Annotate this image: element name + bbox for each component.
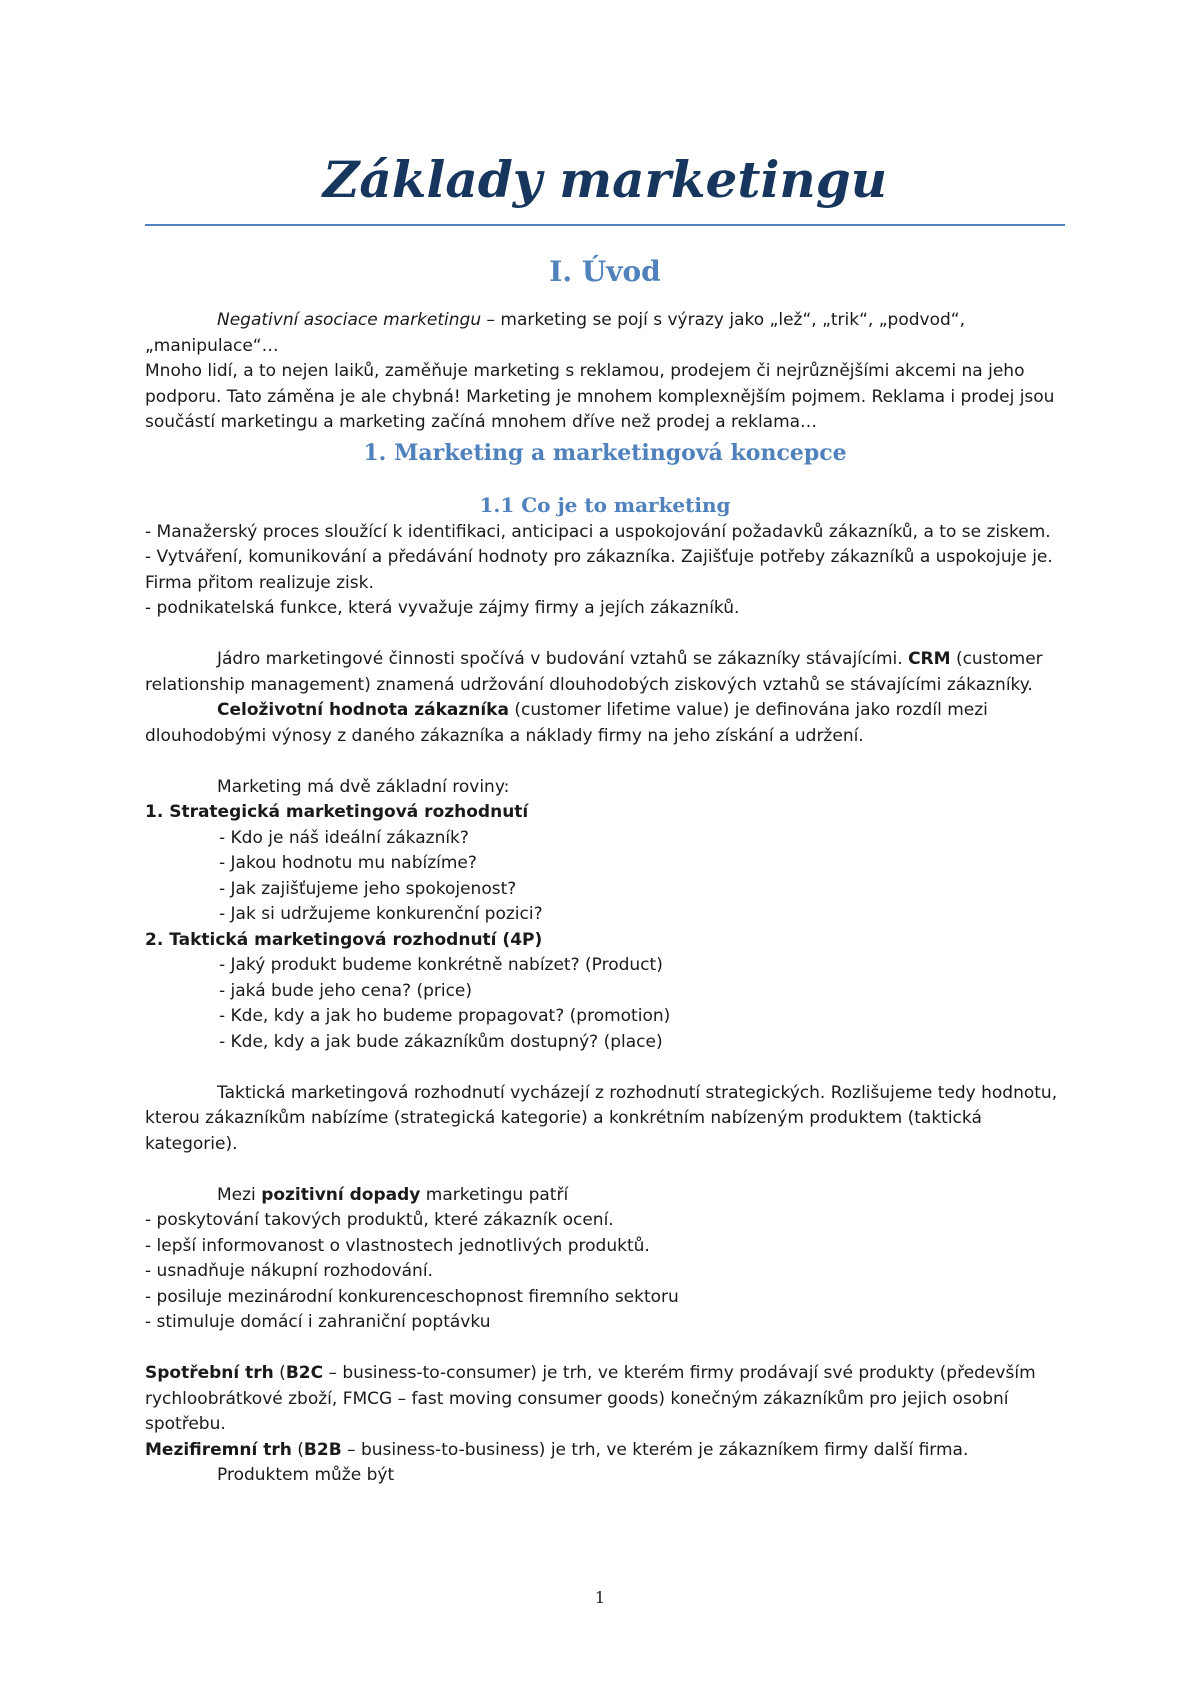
- strategic-heading-text: 1. Strategická marketingová rozhodnutí: [145, 802, 529, 822]
- tactical-heading-text: 2. Taktická marketingová rozhodnutí (4P): [145, 929, 543, 950]
- intro-rest: – marketing se pojí s výrazy jako „lež“, „trik“, „podvod“, „manipulace“…: [145, 310, 965, 356]
- positive-text-after: marketingu patří: [420, 1184, 569, 1205]
- strategic-heading: [145, 800, 1065, 826]
- b2c-text-after: – business-to-consumer) je trh, ve kterém firmy prodávají své produkty (především rychloobrátkové zboží, FMCG – fast moving consumer goods) konečným zákazníkům pro jejich osobní spotřebu.: [145, 1363, 1036, 1434]
- positive-item: - usnadňuje nákupní rozhodování.: [145, 1261, 433, 1281]
- document-title: Základy marketingu: [322, 150, 888, 209]
- clv-term: Celoživotní hodnota zákazníka: [217, 700, 509, 720]
- tactical-item: - Kde, kdy a jak bude zákazníkům dostupný? (place): [219, 1031, 663, 1052]
- clv-paragraph: [145, 698, 1065, 749]
- positive-item: - lepší informovanost o vlastnostech jednotlivých produktů.: [145, 1235, 650, 1256]
- tactical-heading: [145, 928, 1065, 954]
- b2c-abbr: B2C: [285, 1363, 324, 1383]
- positive-intro: [145, 1183, 1065, 1209]
- crm-text-after: (customer relationship management) znamená udržování dlouhodobých ziskových vztahů se stávajícími zákazníky.: [145, 649, 1043, 695]
- b2b-term: Mezifiremní trh: [145, 1439, 292, 1460]
- tactical-item: - Jaký produkt budeme konkrétně nabízet? (Product): [219, 955, 663, 975]
- positive-item: - poskytování takových produktů, které zákazník ocení.: [145, 1210, 614, 1230]
- b2b-abbr: B2B: [303, 1439, 342, 1460]
- b2b-paren: (: [291, 1439, 304, 1460]
- intro-paragraph-2: Mnoho lidí, a to nejen laiků, zaměňuje marketing s reklamou, prodejem či nejrůznějšími akcemi na jeho podporu. Tato záměna je ale chybná! Marketing je mnohem komplexnějším pojmem. Reklama i prodej jsou součástí marketingu a marketing začíná mnohem dříve než prodej a reklama…: [145, 361, 1055, 432]
- intro-paragraph-1: [145, 308, 1065, 359]
- clv-text-after: (customer lifetime value) je definována jako rozdíl mezi dlouhodobými výnosy z daného zákazníka a náklady firmy na jeho získání a udržení.: [145, 700, 988, 746]
- tactical-paragraph: Taktická marketingová rozhodnutí vycházejí z rozhodnutí strategických. Rozlišujeme tedy hodnotu, kterou zákazníkům nabízíme (strategická kategorie) a konkrétním nabízeným produktem (taktická kategorie).: [145, 1082, 1058, 1154]
- intro-italic: Negativní asociace marketingu: [217, 310, 482, 330]
- title-underline: [145, 224, 1065, 226]
- strategic-item: - Kdo je náš ideální zákazník?: [219, 827, 469, 848]
- positive-item: - posiluje mezinárodní konkurenceschopnost firemního sektoru: [145, 1286, 679, 1307]
- strategic-item: - Jak si udržujeme konkurenční pozici?: [219, 904, 543, 924]
- b2b-paragraph: [145, 1438, 1065, 1464]
- definition-1: - Manažerský proces sloužící k identifikaci, anticipaci a uspokojování požadavků zákazníků, a to se ziskem.: [145, 521, 1051, 542]
- crm-paragraph: [145, 647, 1065, 698]
- heading-section-1-1: 1.1 Co je to marketing: [479, 492, 731, 517]
- spacer: [145, 1055, 1065, 1081]
- heading-uvod: I. Úvod: [549, 255, 661, 288]
- spacer: [145, 622, 1065, 648]
- heading-section-1: 1. Marketing a marketingová koncepce: [363, 439, 847, 466]
- spacer: [145, 749, 1065, 775]
- definition-2: - Vytváření, komunikování a předávání hodnoty pro zákazníka. Zajišťuje potřeby zákazníků a uspokojuje je. Firma přitom realizuje zisk.: [145, 547, 1053, 593]
- crm-text-before: Jádro marketingové činnosti spočívá v budování vztahů se zákazníky stávajícími.: [217, 649, 909, 669]
- b2b-product-line: Produktem může být: [217, 1465, 395, 1485]
- tactical-item: - jaká bude jeho cena? (price): [219, 980, 473, 1001]
- page-content: [145, 142, 1065, 1489]
- b2b-text-after: – business-to-business) je trh, ve kterém je zákazníkem firmy další firma.: [341, 1439, 969, 1460]
- positive-item: - stimuluje domácí i zahraniční poptávku: [145, 1312, 491, 1332]
- positive-text-before: Mezi: [217, 1184, 262, 1205]
- b2c-term: Spotřební trh: [145, 1363, 274, 1383]
- spacer: [145, 1157, 1065, 1183]
- page-number: 1: [594, 1588, 606, 1607]
- strategic-item: - Jak zajišťujeme jeho spokojenost?: [219, 878, 517, 899]
- definition-3: - podnikatelská funkce, která vyvažuje zájmy firmy a jejích zákazníků.: [145, 598, 740, 618]
- spacer: [145, 1336, 1065, 1362]
- crm-term: CRM: [908, 649, 951, 669]
- b2c-paren: (: [273, 1363, 286, 1383]
- tactical-item: - Kde, kdy a jak ho budeme propagovat? (promotion): [219, 1006, 671, 1026]
- b2c-paragraph: [145, 1361, 1065, 1438]
- positive-term: pozitivní dopady: [261, 1184, 421, 1205]
- strategic-item: - Jakou hodnotu mu nabízíme?: [219, 853, 477, 873]
- levels-intro: Marketing má dvě základní roviny:: [217, 776, 510, 797]
